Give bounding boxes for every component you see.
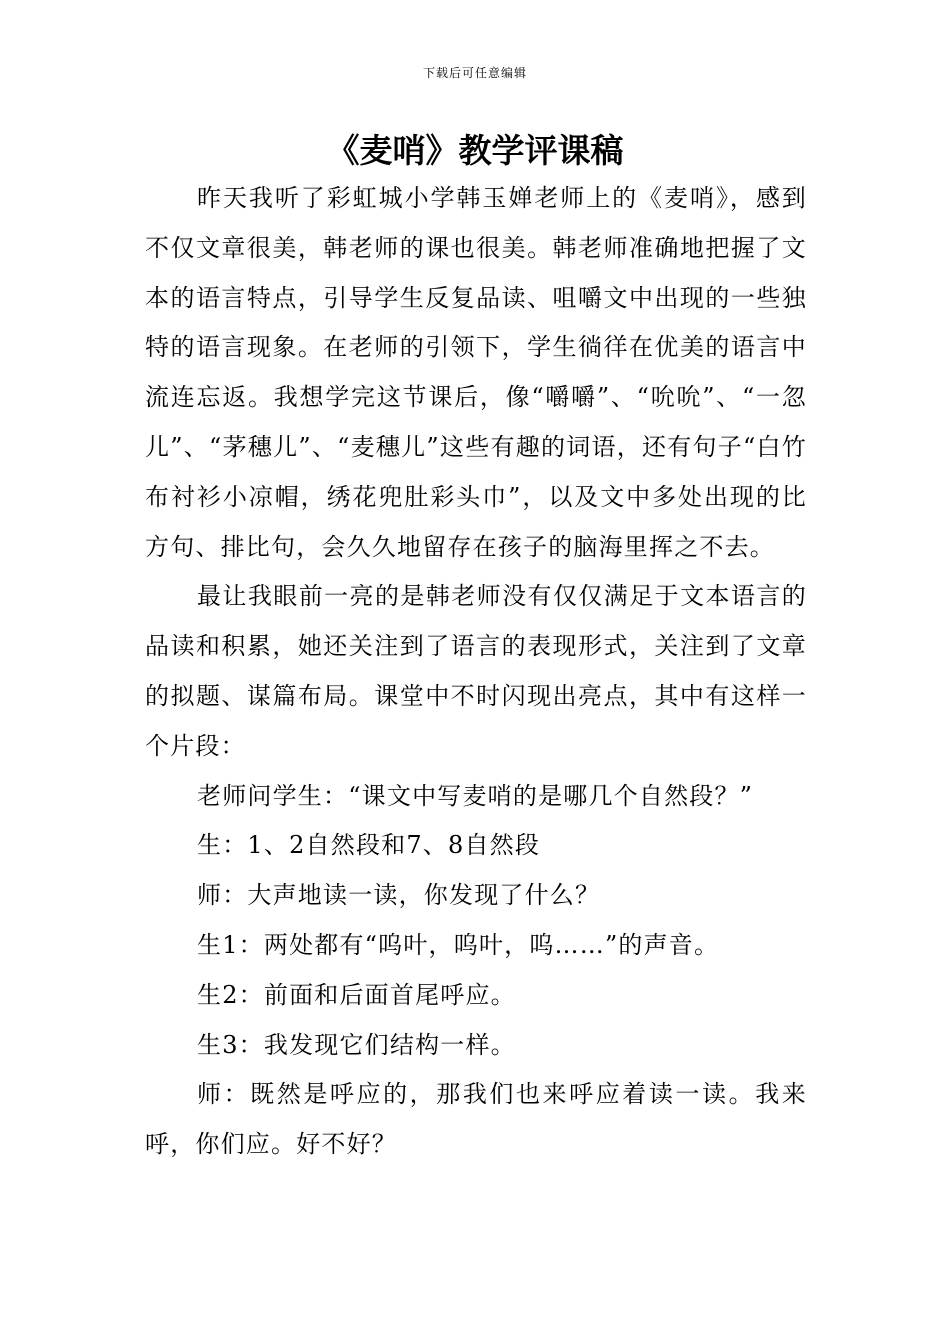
dialogue-line: 生2：前面和后面首尾呼应。 <box>197 980 516 1009</box>
document-title: 《麦哨》教学评课稿 <box>326 131 624 170</box>
dialogue-line: 生3：我发现它们结构一样。 <box>197 1030 516 1059</box>
dialogue-line: 老师问学生：“课文中写麦哨的是哪几个自然段？” <box>197 781 754 810</box>
paragraph-intro: 昨天我听了彩虹城小学韩玉婵老师上的《麦哨》，感到不仅文章很美，韩老师的课也很美。韩老师准确地把握了文本的语言特点，引导学生反复品读、咀嚼文中出现的一些独特的语言现象。在老师的引领下，学生徜徉在优美的语言中流连忘返。我想学完这节课后，像“嚼嚼”、“吮吮”、“一忽儿”、“茅穗儿”、“麦穗儿”这些有趣的词语，还有句子“白竹布衬衫小凉帽，绣花兜肚彩头巾”，以及文中多处出现的比方句、排比句，会久久地留存在孩子的脑海里挥之不去。 <box>145 184 807 561</box>
dialogue-line: 师：大声地读一读，你发现了什么？ <box>197 881 601 910</box>
dialogue-line: 生：1、2自然段和7、8自然段 <box>197 831 541 860</box>
dialogue-line: 师：既然是呼应的，那我们也来呼应着读一读。我来呼，你们应。好不好？ <box>145 1080 807 1159</box>
header-note: 下载后可任意编辑 <box>422 66 527 80</box>
dialogue-line: 生1：两处都有“呜叶，呜叶，呜……”的声音。 <box>197 930 720 959</box>
paragraph-highlight: 最让我眼前一亮的是韩老师没有仅仅满足于文本语言的品读和积累，她还关注到了语言的表现形式，关注到了文章的拟题、谋篇布局。课堂中不时闪现出亮点，其中有这样一个片段： <box>145 582 807 760</box>
document-body <box>145 174 807 1170</box>
